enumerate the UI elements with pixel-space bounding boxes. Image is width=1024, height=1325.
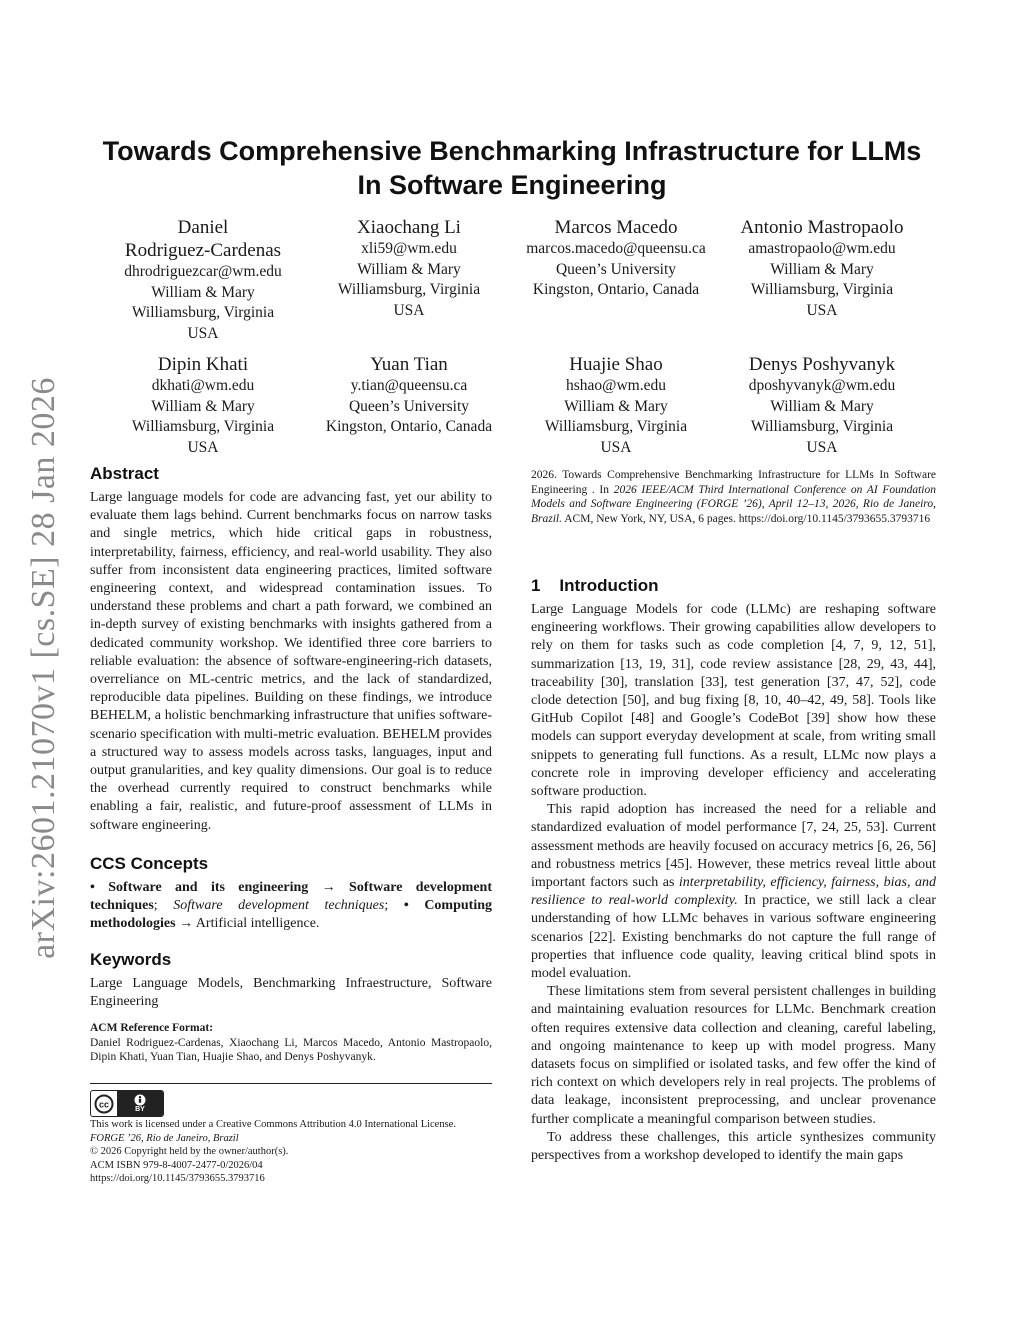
license-copyright: © 2026 Copyright held by the owner/author(s). <box>90 1146 289 1157</box>
intro-paragraph: Large Language Models for code (LLMc) are reshaping software engineering workflows. Their growing capabilities allow developers to rely on them for tasks such as code completion [4, 7, 9, 12, 51], summarization [13, 19, 31], code review assistance [28, 29, 43, 44], traceability [30], translation [33], test generation [37, 47, 52], code clode detection [50], and bug fixing [8, 10, 40–42, 49, 58]. Tools like GitHub Copilot [48] and Google’s CodeBot [39] show how these models can support everyday development at scale, from writing small snippets to generating full functions. As a result, LLMc now plays a concrete role in improving developer efficiency and accelerating software production. <box>531 602 936 800</box>
keywords-text <box>90 975 492 1011</box>
author-city: Williamsburg, Virginia <box>750 418 894 435</box>
footer-rule <box>90 1083 492 1084</box>
author-country: USA <box>393 301 425 319</box>
intro-paragraph: These limitations stem from several persistent challenges in building and maintaining evaluation resources for LLMc. Benchmark creation often requires extensive data collection and cleaning, careful labeling, and ongoing maintenance to keep up with model progress. Many datasets focus on simplified or isolated tasks, and few offer the kind of rich context on which developers rely in real projects. The problems of data leakage, inconsistent preprocessing, and unclear provenance further complicate a meaningful comparison between studies. <box>531 984 936 1127</box>
author-city: Williamsburg, Virginia <box>131 418 275 435</box>
license-doi: https://doi.org/10.1145/3793655.3793716 <box>90 1173 265 1184</box>
author-country: USA <box>600 438 632 456</box>
author-name: Yuan Tian <box>370 354 448 375</box>
ccs-term: • Computing methodologies <box>90 898 493 932</box>
acm-reference-heading: ACM Reference Format: <box>90 1022 214 1034</box>
arxiv-identifier: arXiv:2601.21070v1 [cs.SE] 28 Jan 2026 <box>25 377 62 959</box>
author-block <box>712 353 932 458</box>
author-org: William & Mary <box>151 283 255 301</box>
author-org: Queen’s University <box>348 397 470 415</box>
license-block <box>90 1118 500 1186</box>
citation-text: 2026. Towards Comprehensive Benchmarking Infrastructure for LLMs In Software Engineering . In <box>531 469 936 496</box>
author-org: William & Mary <box>770 260 874 278</box>
author-city: Kingston, Ontario, Canada <box>532 281 700 298</box>
author-org: William & Mary <box>770 397 874 415</box>
author-block <box>299 216 519 321</box>
author-email: marcos.macedo@queensu.ca <box>526 240 706 257</box>
author-name: Rodriguez-Cardenas <box>124 240 282 261</box>
author-email: dkhati@wm.edu <box>151 377 255 394</box>
introduction-heading <box>531 576 659 596</box>
author-name: Daniel <box>177 217 229 238</box>
by-icon <box>117 1091 163 1116</box>
author-name: Antonio Mastropaolo <box>740 217 904 238</box>
citation-publisher: ACM, New York, NY, USA, 6 pages. https://doi.org/10.1145/3793655.3793716 <box>562 512 931 525</box>
author-block <box>299 353 519 438</box>
abstract-paragraph: Large language models for code are advancing fast, yet our ability to evaluate them lags behind. Current benchmarks focus on narrow tasks and single metrics, which hide critical gaps in robustness, interpretability, fairness, efficiency, and real-world usability. They also suffer from inconsistent data engineering practices, limited software engineering context, and widespread contamination issues. To understand these problems and chart a path forward, we combined an in-depth survey of existing benchmarks with insights gathered from a dedicated community workshop. We identified three core barriers to reliable evaluation: the absence of software-engineering-rich datasets, overreliance on ML-centric metrics, and the lack of standardized, reproducible data pipelines. Building on these findings, we introduce BEHELM, a holistic benchmarking infrastructure that unifies software-scenario specification with multi-metric evaluation. BEHELM provides a structured way to assess models across tasks, languages, input and output granularities, and key quality dimensions. Our goal is to reduce the overhead currently required to construct benchmarks while enabling a fair, realistic, and future-proof assessment of LLMs in software engineering. <box>90 490 492 833</box>
author-email: dposhyvanyk@wm.edu <box>748 377 896 394</box>
author-email: hshao@wm.edu <box>566 377 666 394</box>
author-org: William & Mary <box>151 397 255 415</box>
ccs-term: Software development techniques <box>90 880 492 914</box>
ccs-term: Software development techniques <box>173 898 385 914</box>
author-city: Williamsburg, Virginia <box>131 304 275 321</box>
acm-reference-block <box>90 1021 492 1065</box>
author-country: USA <box>187 324 219 342</box>
author-name: Marcos Macedo <box>554 217 678 238</box>
license-isbn: ACM ISBN 979-8-4007-2477-0/2026/04 <box>90 1159 263 1171</box>
keywords-paragraph: Large Language Models, Benchmarking Infraestructure, Software Engineering <box>90 976 492 1010</box>
author-city: Williamsburg, Virginia <box>544 418 688 435</box>
abstract-heading: Abstract <box>90 464 159 483</box>
arrow-icon: → <box>179 916 194 932</box>
author-name: Dipin Khati <box>157 354 249 375</box>
author-email: amastropaolo@wm.edu <box>748 240 896 257</box>
intro-paragraph: This rapid adoption has increased the need for a reliable and standardized evaluation of model performance [7, 24, 25, 53]. Current assessment methods are heavily focused on accuracy metrics [6, 26, 56] and robustness metrics [45]. However, these metrics reveal little about important factors such as interpretability, efficiency, fairness, bias, and resilience to real-world complexity. In practice, we still lack a clear understanding of how LLMc behaves in various software engineering scenarios [22]. Existing benchmarks do not capture the full range of properties that influence code quality, leaving critical blind spots in model evaluation. <box>531 802 937 982</box>
abstract-text <box>90 489 492 835</box>
author-name: Denys Poshyvanyk <box>748 354 896 375</box>
introduction-text <box>531 601 936 1165</box>
author-block <box>712 216 932 321</box>
cc-by-license-badge <box>90 1090 164 1117</box>
author-city: Williamsburg, Virginia <box>750 281 894 298</box>
author-city: Williamsburg, Virginia <box>337 281 481 298</box>
author-country: USA <box>806 438 838 456</box>
author-email: xli59@wm.edu <box>361 240 457 257</box>
author-block <box>506 353 726 458</box>
author-email: dhrodriguezcar@wm.edu <box>124 263 282 280</box>
ccs-concepts: • Software and its engineering → Software development techniques; Software development techniques; • Computing methodologies → Artificial intelligence. <box>90 880 493 932</box>
acm-citation <box>531 468 936 526</box>
author-org: Queen’s University <box>555 260 677 278</box>
author-name: Xiaochang Li <box>357 217 461 238</box>
author-country: USA <box>187 438 219 456</box>
paper-title <box>80 134 944 202</box>
ccs-heading: CCS Concepts <box>90 854 209 873</box>
cc-icon-label: cc <box>98 1099 110 1109</box>
title-line-2: In Software Engineering <box>357 170 667 200</box>
keywords-heading: Keywords <box>90 950 172 969</box>
ccs-term: Artificial intelligence. <box>195 916 320 932</box>
section-title: Introduction <box>559 576 659 595</box>
by-label: BY <box>135 1105 145 1113</box>
author-org: William & Mary <box>564 397 668 415</box>
author-block <box>93 216 313 344</box>
author-email: y.tian@queensu.ca <box>350 377 468 394</box>
intro-paragraph: To address these challenges, this article synthesizes community perspectives from a workshop developed to identify the main gaps <box>531 1129 936 1164</box>
author-block <box>506 216 726 301</box>
cc-icon <box>91 1091 117 1116</box>
arrow-icon: → <box>321 880 336 895</box>
author-name: Huajie Shao <box>569 354 663 375</box>
license-venue: FORGE ’26, Rio de Janeiro, Brazil <box>90 1132 239 1144</box>
author-city: Kingston, Ontario, Canada <box>325 418 493 435</box>
author-block <box>93 353 313 458</box>
author-org: William & Mary <box>357 260 461 278</box>
title-line-1: Towards Comprehensive Benchmarking Infrastructure for LLMs <box>102 136 922 166</box>
ccs-term: • Software and its engineering <box>90 880 309 895</box>
license-statement: This work is licensed under a Creative Commons Attribution 4.0 International License. <box>90 1119 456 1130</box>
author-country: USA <box>806 301 838 319</box>
citation-venue: 2026 IEEE/ACM Third International Conference on AI Foundation Models and Software Engineering (FORGE ’26), April 12–13, 2026, Rio de Janeiro, Brazil. <box>531 483 936 525</box>
section-number: 1 <box>531 576 541 595</box>
acm-reference-authors: Daniel Rodriguez-Cardenas, Xiaochang Li, Marcos Macedo, Antonio Mastropaolo, Dipin Khati, Yuan Tian, Huajie Shao, and Denys Poshyvanyk. <box>90 1036 492 1064</box>
